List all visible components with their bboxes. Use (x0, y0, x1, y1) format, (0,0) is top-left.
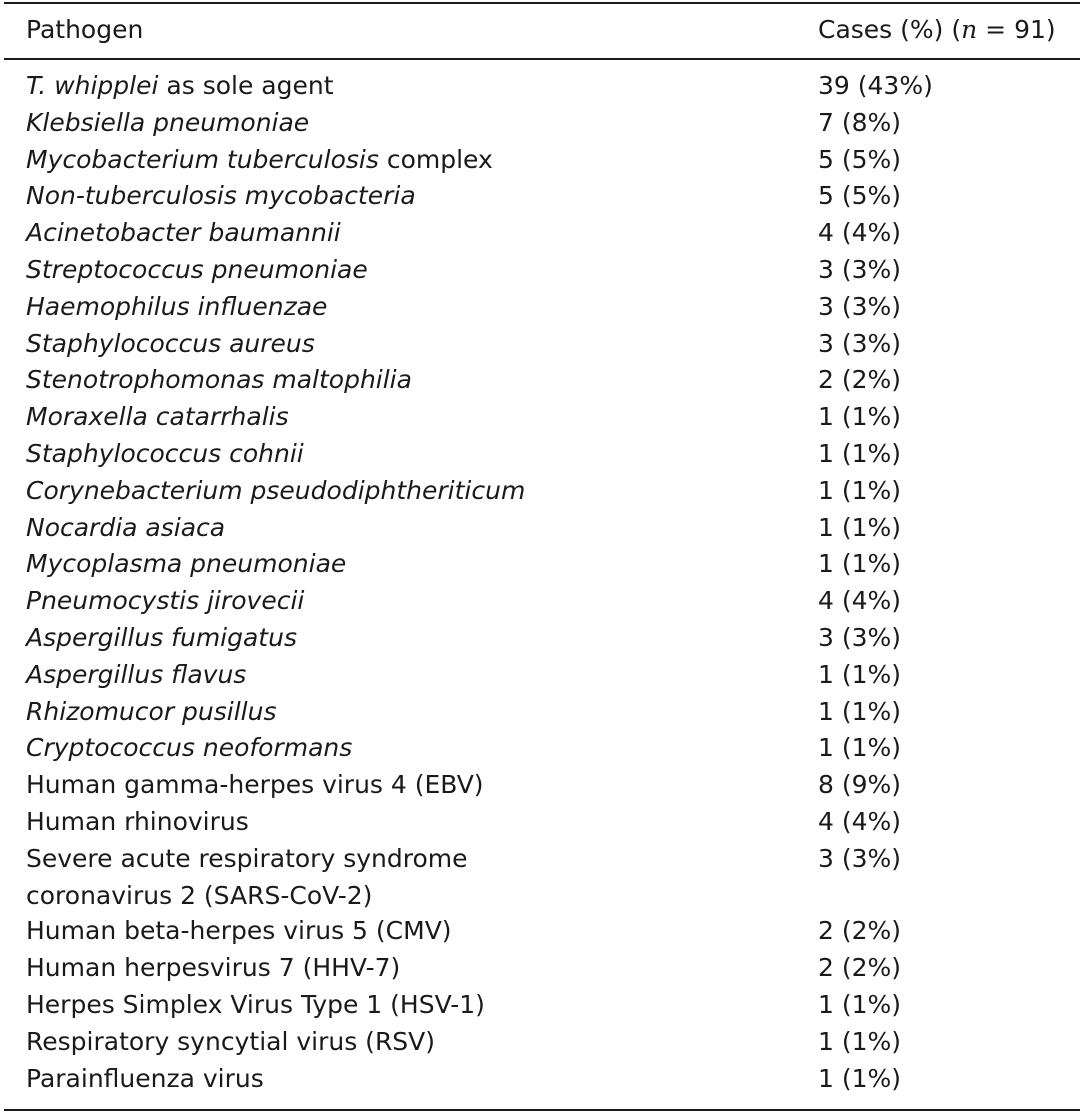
pathogen-name (26, 767, 586, 804)
pathogen-name-italic: Pneumocystis jirovecii (26, 586, 305, 616)
table-row (0, 252, 1080, 289)
pathogen-name (26, 1061, 586, 1098)
pathogen-name (26, 1024, 586, 1061)
table-header (0, 10, 1080, 50)
pathogen-name-plain: Human gamma-herpes virus 4 (EBV) (26, 770, 484, 800)
pathogen-name (26, 694, 586, 731)
table-row (0, 546, 1080, 583)
pathogen-name-italic: Staphylococcus aureus (26, 328, 315, 358)
pathogen-name (26, 436, 586, 473)
pathogen-name-plain: as sole agent (158, 71, 334, 100)
pathogen-name-plain: Severe acute respiratory syndrome (26, 843, 468, 873)
cases-value: 3 (3%) (818, 622, 902, 652)
pathogen-name-italic: Rhizomucor pusillus (26, 696, 277, 726)
table-row (0, 142, 1080, 179)
pathogen-name-italic: Aspergillus flavus (26, 659, 247, 689)
table-row (0, 289, 1080, 326)
pathogen-name (26, 326, 586, 363)
pathogen-name-italic: Klebsiella pneumoniae (26, 107, 310, 137)
pathogen-name (26, 510, 586, 547)
table-row (0, 473, 1080, 510)
pathogen-name-plain: Parainfluenza virus (26, 1063, 264, 1093)
table-row (0, 804, 1080, 841)
pathogen-name-italic: Aspergillus fumigatus (26, 622, 297, 652)
table-row (0, 326, 1080, 363)
header-pathogen: Pathogen (26, 15, 144, 44)
table-bottom-rule (4, 1109, 1080, 1111)
cases-value: 1 (1%) (818, 475, 902, 505)
cases-value: 7 (8%) (818, 107, 902, 137)
cases-value: 1 (1%) (818, 659, 902, 689)
cases-value: 1 (1%) (818, 989, 902, 1019)
pathogen-name-italic: Non-tuberculosis mycobacteria (26, 181, 416, 211)
table-row (0, 68, 1080, 105)
pathogen-name (26, 583, 586, 620)
table-body (0, 68, 1080, 1097)
pathogen-name (26, 730, 586, 767)
table-row (0, 913, 1080, 950)
table-row (0, 1024, 1080, 1061)
pathogen-name-italic: Stenotrophomonas maltophilia (26, 365, 412, 395)
pathogen-name (26, 178, 586, 215)
table-row (0, 767, 1080, 804)
pathogen-name-plain: Herpes Simplex Virus Type 1 (HSV-1) (26, 989, 485, 1019)
cases-value: 3 (3%) (818, 291, 902, 321)
cases-value: 4 (4%) (818, 586, 902, 616)
table-row (0, 178, 1080, 215)
cases-value: 1 (1%) (818, 402, 902, 432)
pathogen-name (26, 804, 586, 841)
cases-value: 1 (1%) (818, 1063, 902, 1093)
pathogen-name (26, 215, 586, 252)
cases-value: 4 (4%) (818, 218, 902, 248)
cases-value: 1 (1%) (818, 512, 902, 542)
pathogen-name (26, 620, 586, 657)
pathogen-name-plain: Human beta-herpes virus 5 (CMV) (26, 916, 452, 946)
pathogen-name-italic: Streptococcus pneumoniae (26, 254, 368, 284)
pathogen-name (26, 950, 586, 987)
table-row (0, 399, 1080, 436)
cases-value: 2 (2%) (818, 953, 902, 983)
pathogen-name-italic: Corynebacterium pseudodiphtheriticum (26, 475, 526, 505)
pathogen-name-italic: Acinetobacter baumannii (26, 218, 341, 248)
header-cases-value: 91 (1014, 15, 1046, 44)
table-row (0, 436, 1080, 473)
pathogen-name (26, 68, 586, 105)
pathogen-name (26, 913, 586, 950)
table-row (0, 105, 1080, 142)
pathogen-name-plain: Respiratory syncytial virus (RSV) (26, 1026, 436, 1056)
cases-value: 5 (5%) (818, 144, 902, 174)
pathogen-name (26, 657, 586, 694)
table-row (0, 362, 1080, 399)
pathogen-name-italic: Haemophilus influenzae (26, 291, 328, 321)
cases-value: 2 (2%) (818, 365, 902, 395)
pathogen-name (26, 473, 586, 510)
cases-value: 3 (3%) (818, 328, 902, 358)
cases-value: 3 (3%) (818, 843, 902, 873)
pathogen-name (26, 289, 586, 326)
pathogen-name-italic: Nocardia asiaca (26, 512, 226, 542)
table-row (0, 730, 1080, 767)
pathogen-name-italic: T. whipplei (26, 71, 159, 100)
pathogen-name-line2: coronavirus 2 (SARS-CoV-2) (26, 880, 373, 910)
pathogen-name-italic: Staphylococcus cohnii (26, 438, 304, 468)
table-row (0, 1061, 1080, 1098)
table-row (0, 215, 1080, 252)
cases-value: 5 (5%) (818, 181, 902, 211)
header-cases-eq: = (977, 15, 1015, 44)
pathogen-name-italic: Moraxella catarrhalis (26, 402, 289, 432)
pathogen-name (26, 841, 586, 915)
cases-value: 3 (3%) (818, 254, 902, 284)
pathogen-name-plain: Human herpesvirus 7 (HHV-7) (26, 953, 401, 983)
table-header-rule (4, 58, 1080, 60)
pathogen-name (26, 546, 586, 583)
cases-value: 1 (1%) (818, 438, 902, 468)
pathogen-name-italic: Mycobacterium tuberculosis (26, 144, 379, 174)
table-row (0, 657, 1080, 694)
header-cases-suffix: ) (1045, 15, 1056, 44)
pathogen-name-plain: Human rhinovirus (26, 806, 249, 836)
table-row (0, 841, 1080, 914)
cases-value: 1 (1%) (818, 549, 902, 579)
pathogen-name (26, 142, 586, 179)
table-row (0, 950, 1080, 987)
pathogen-name (26, 362, 586, 399)
cases-value: 1 (1%) (818, 696, 902, 726)
cases-value: 39 (43%) (818, 71, 933, 100)
pathogen-name (26, 105, 586, 142)
pathogen-name-plain: complex (378, 144, 493, 174)
header-cases-prefix: Cases (%) ( (818, 15, 962, 44)
pathogen-name-italic: Cryptococcus neoformans (26, 733, 353, 763)
header-cases (818, 10, 1056, 50)
table-row (0, 510, 1080, 547)
table-top-rule (4, 2, 1080, 4)
pathogen-name (26, 987, 586, 1024)
table-row (0, 620, 1080, 657)
table-row (0, 583, 1080, 620)
pathogen-name (26, 399, 586, 436)
cases-value: 4 (4%) (818, 806, 902, 836)
header-cases-n: n (961, 15, 978, 44)
table-row (0, 987, 1080, 1024)
pathogen-name-italic: Mycoplasma pneumoniae (26, 549, 347, 579)
table-row (0, 694, 1080, 731)
cases-value: 8 (9%) (818, 770, 902, 800)
cases-value: 1 (1%) (818, 1026, 902, 1056)
pathogen-name (26, 252, 586, 289)
cases-value: 1 (1%) (818, 733, 902, 763)
cases-value: 2 (2%) (818, 916, 902, 946)
